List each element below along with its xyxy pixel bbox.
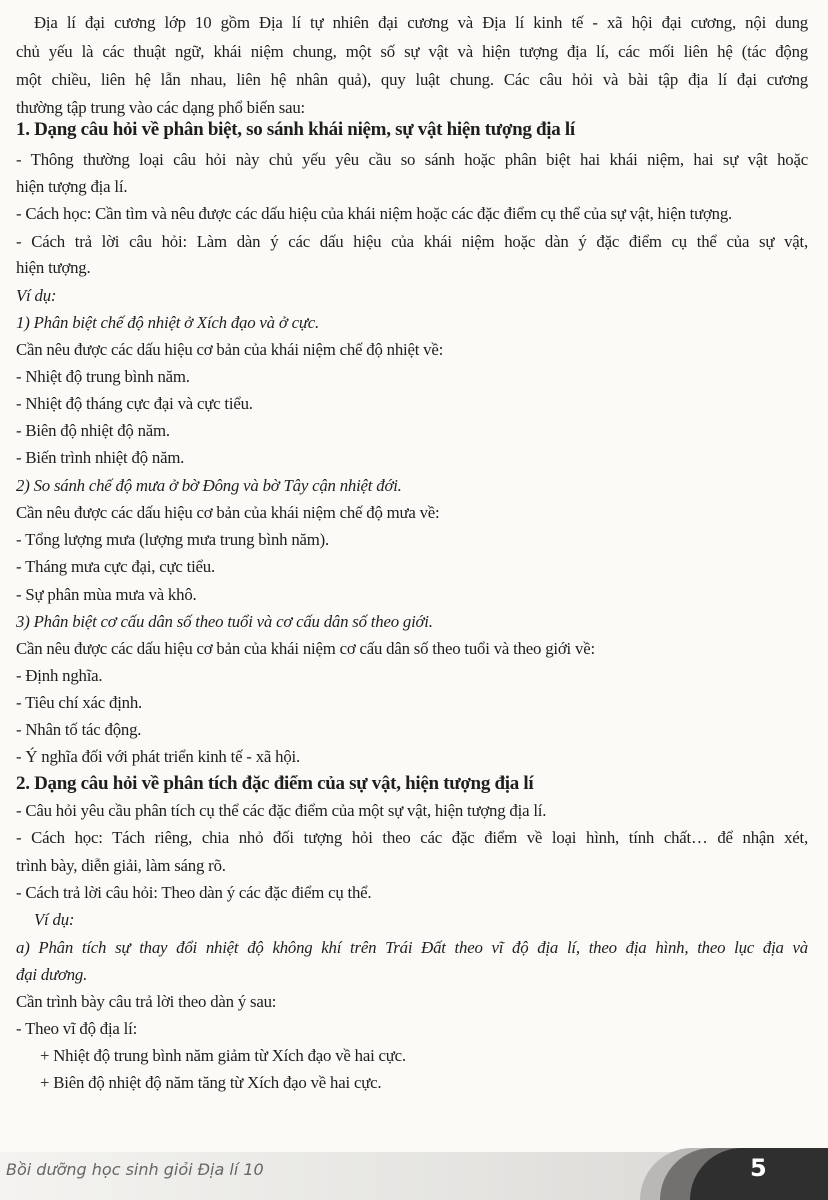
list-item: - Tháng mưa cực đại, cực tiểu. bbox=[16, 557, 215, 576]
text-line: thường tập trung vào các dạng phổ biến sau: bbox=[16, 98, 305, 117]
text-line: hiện tượng. bbox=[16, 258, 91, 277]
section-heading: 1. Dạng câu hỏi về phân biệt, so sánh khái niệm, sự vật hiện tượng địa lí bbox=[16, 119, 575, 140]
example-title: a) Phân tích sự thay đổi nhiệt độ không khí trên Trái Đất theo vĩ độ địa lí, theo địa hình, theo lục địa và bbox=[16, 938, 808, 957]
text-line: chủ yếu là các thuật ngữ, khái niệm chung, một số sự vật và hiện tượng địa lí, các mối liên hệ (tác động bbox=[16, 42, 808, 61]
text-line: Cần nêu được các dấu hiệu cơ bản của khái niệm chế độ nhiệt về: bbox=[16, 340, 444, 359]
list-item: - Tiêu chí xác định. bbox=[16, 693, 143, 712]
text-line: Cần nêu được các dấu hiệu cơ bản của khái niệm chế độ mưa về: bbox=[16, 503, 440, 522]
list-item: - Tổng lượng mưa (lượng mưa trung bình năm). bbox=[16, 530, 330, 549]
example-title: 1) Phân biệt chế độ nhiệt ở Xích đạo và ở cực. bbox=[16, 313, 320, 332]
list-item: - Định nghĩa. bbox=[16, 666, 103, 685]
example-title: đại dương. bbox=[16, 965, 88, 984]
text-line: - Cách học: Cần tìm và nêu được các dấu hiệu của khái niệm hoặc các đặc điểm cụ thể của sự vật, hiện tượng. bbox=[16, 204, 733, 223]
list-item: - Sự phân mùa mưa và khô. bbox=[16, 585, 197, 604]
list-item: - Ý nghĩa đối với phát triển kinh tế - xã hội. bbox=[16, 747, 300, 766]
section-heading: 2. Dạng câu hỏi về phân tích đặc điểm của sự vật, hiện tượng địa lí bbox=[16, 773, 534, 794]
list-item: - Biên độ nhiệt độ năm. bbox=[16, 421, 170, 440]
list-item: - Theo vĩ độ địa lí: bbox=[16, 1019, 138, 1038]
list-item: - Nhiệt độ trung bình năm. bbox=[16, 367, 190, 386]
list-item: - Nhiệt độ tháng cực đại và cực tiểu. bbox=[16, 394, 253, 413]
text-line: - Câu hỏi yêu cầu phân tích cụ thể các đặc điểm của một sự vật, hiện tượng địa lí. bbox=[16, 801, 547, 820]
list-item: + Nhiệt độ trung bình năm giảm từ Xích đạo về hai cực. bbox=[40, 1046, 406, 1065]
book-title: Bồi dưỡng học sinh giỏi Địa lí 10 bbox=[6, 1160, 264, 1179]
text-line: một chiều, liên hệ lẫn nhau, liên hệ nhân quả), quy luật chung. Các câu hỏi và bài tập địa lí đại cương bbox=[16, 70, 808, 89]
text-line: trình bày, diễn giải, làm sáng rõ. bbox=[16, 856, 226, 875]
text-line: - Thông thường loại câu hỏi này chủ yếu yêu cầu so sánh hoặc phân biệt hai khái niệm, hai sự vật hoặc bbox=[16, 150, 808, 169]
page-number: 5 bbox=[750, 1154, 767, 1182]
list-item: + Biên độ nhiệt độ năm tăng từ Xích đạo về hai cực. bbox=[40, 1073, 382, 1092]
example-label: Ví dụ: bbox=[34, 910, 75, 929]
text-line: hiện tượng địa lí. bbox=[16, 177, 128, 196]
example-title: 3) Phân biệt cơ cấu dân số theo tuổi và cơ cấu dân số theo giới. bbox=[16, 612, 433, 631]
text-line: - Cách trả lời câu hỏi: Làm dàn ý các dấu hiệu của khái niệm hoặc dàn ý đặc điểm cụ thể của sự vật, bbox=[16, 232, 808, 251]
example-title: 2) So sánh chế độ mưa ở bờ Đông và bờ Tây cận nhiệt đới. bbox=[16, 476, 402, 495]
text-line: Cần trình bày câu trả lời theo dàn ý sau: bbox=[16, 992, 277, 1011]
text-line: - Cách trả lời câu hỏi: Theo dàn ý các đặc điểm cụ thể. bbox=[16, 883, 372, 902]
list-item: - Nhân tố tác động. bbox=[16, 720, 142, 739]
text-line: - Cách học: Tách riêng, chia nhỏ đối tượng hỏi theo các đặc điểm về loại hình, tính chất… để nhận xét, bbox=[16, 828, 808, 847]
text-line: Địa lí đại cương lớp 10 gồm Địa lí tự nhiên đại cương và Địa lí kinh tế - xã hội đại cương, nội dung bbox=[34, 13, 808, 32]
example-label: Ví dụ: bbox=[16, 286, 57, 305]
list-item: - Biến trình nhiệt độ năm. bbox=[16, 448, 185, 467]
text-line: Cần nêu được các dấu hiệu cơ bản của khái niệm cơ cấu dân số theo tuổi và theo giới về: bbox=[16, 639, 595, 658]
